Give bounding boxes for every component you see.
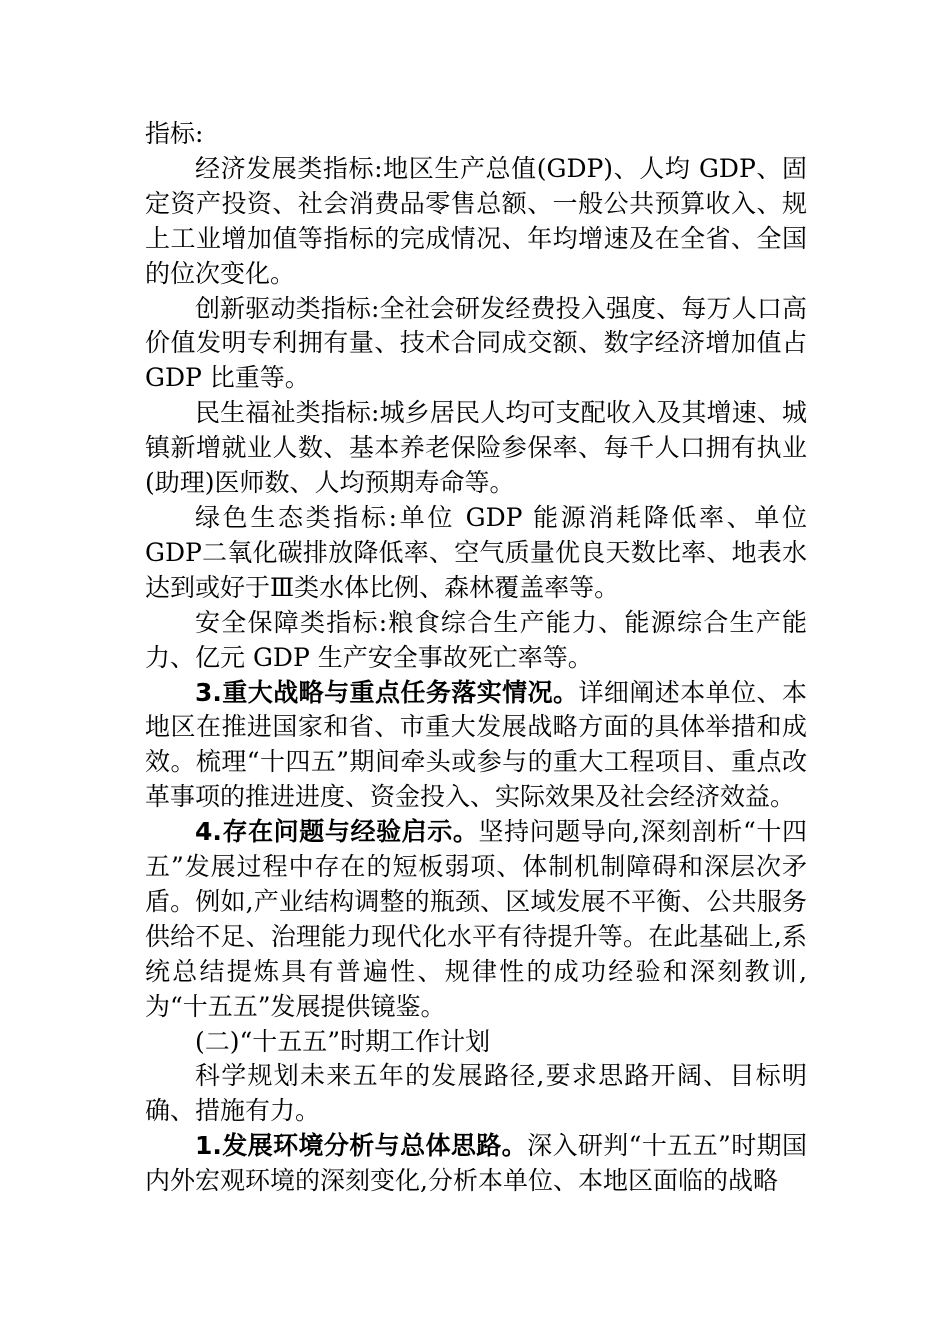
section-heading-problems: 4.存在问题与经验启示。 <box>195 817 479 847</box>
section-body-problems: 坚持问题导向,深刻剖析“十四五”发展过程中存在的短板弱项、体制机制障碍和深层次矛盾。例如,产业结构调整的瓶颈、区域发展不平衡、公共服务供给不足、治理能力现代化水平有待提升等。在此基础上,系统总结提炼具有普遍性、规律性的成功经验和深刻教训,为“十五五”发展提供镜鉴。 <box>145 817 807 1021</box>
paragraph-innovation-indicators: 创新驱动类指标:全社会研发经费投入强度、每万人口高价值发明专利拥有量、技术合同成交额、数字经济增加值占 GDP 比重等。 <box>145 293 807 393</box>
section-body-environment: 深入研判“十五五”时期国内外宏观环境的深刻变化,分析本单位、本地区面临的战略 <box>145 1131 807 1196</box>
paragraph-security-indicators: 安全保障类指标:粮食综合生产能力、能源综合生产能力、亿元 GDP 生产安全事故死亡率等。 <box>145 607 807 672</box>
paragraph-problems-lessons <box>145 815 807 1024</box>
paragraph-green-indicators: 绿色生态类指标:单位 GDP 能源消耗降低率、单位 GDP二氧化碳排放降低率、空气质量优良天数比率、地表水达到或好于Ⅲ类水体比例、森林覆盖率等。 <box>145 502 807 602</box>
subsection-title-work-plan: (二)“十五五”时期工作计划 <box>195 1026 491 1056</box>
paragraph-economic-indicators: 经济发展类指标:地区生产总值(GDP)、人均 GDP、固定资产投资、社会消费品零售总额、一般公共预算收入、规上工业增加值等指标的完成情况、年均增速及在全省、全国的位次变化。 <box>145 153 807 288</box>
paragraph-work-plan-intro: 科学规划未来五年的发展路径,要求思路开阔、目标明确、措施有力。 <box>145 1061 807 1126</box>
paragraph-welfare-indicators: 民生福祉类指标:城乡居民人均可支配收入及其增速、城镇新增就业人数、基本养老保险参保率、每千人口拥有执业(助理)医师数、人均预期寿命等。 <box>145 398 807 498</box>
paragraph-environment-analysis <box>145 1129 807 1199</box>
paragraph-strategy-implementation <box>145 676 807 816</box>
section-heading-strategy: 3.重大战略与重点任务落实情况。 <box>195 677 579 707</box>
document-body <box>145 117 807 1199</box>
paragraph-indicators-intro: 指标: <box>145 119 204 148</box>
section-body-strategy: 详细阐述本单位、本地区在推进国家和省、市重大发展战略方面的具体举措和成效。梳理“十四五”期间牵头或参与的重大工程项目、重点改革事项的推进进度、资金投入、实际效果及社会经济效益。 <box>145 677 807 812</box>
section-heading-environment: 1.发展环境分析与总体思路。 <box>195 1131 528 1161</box>
